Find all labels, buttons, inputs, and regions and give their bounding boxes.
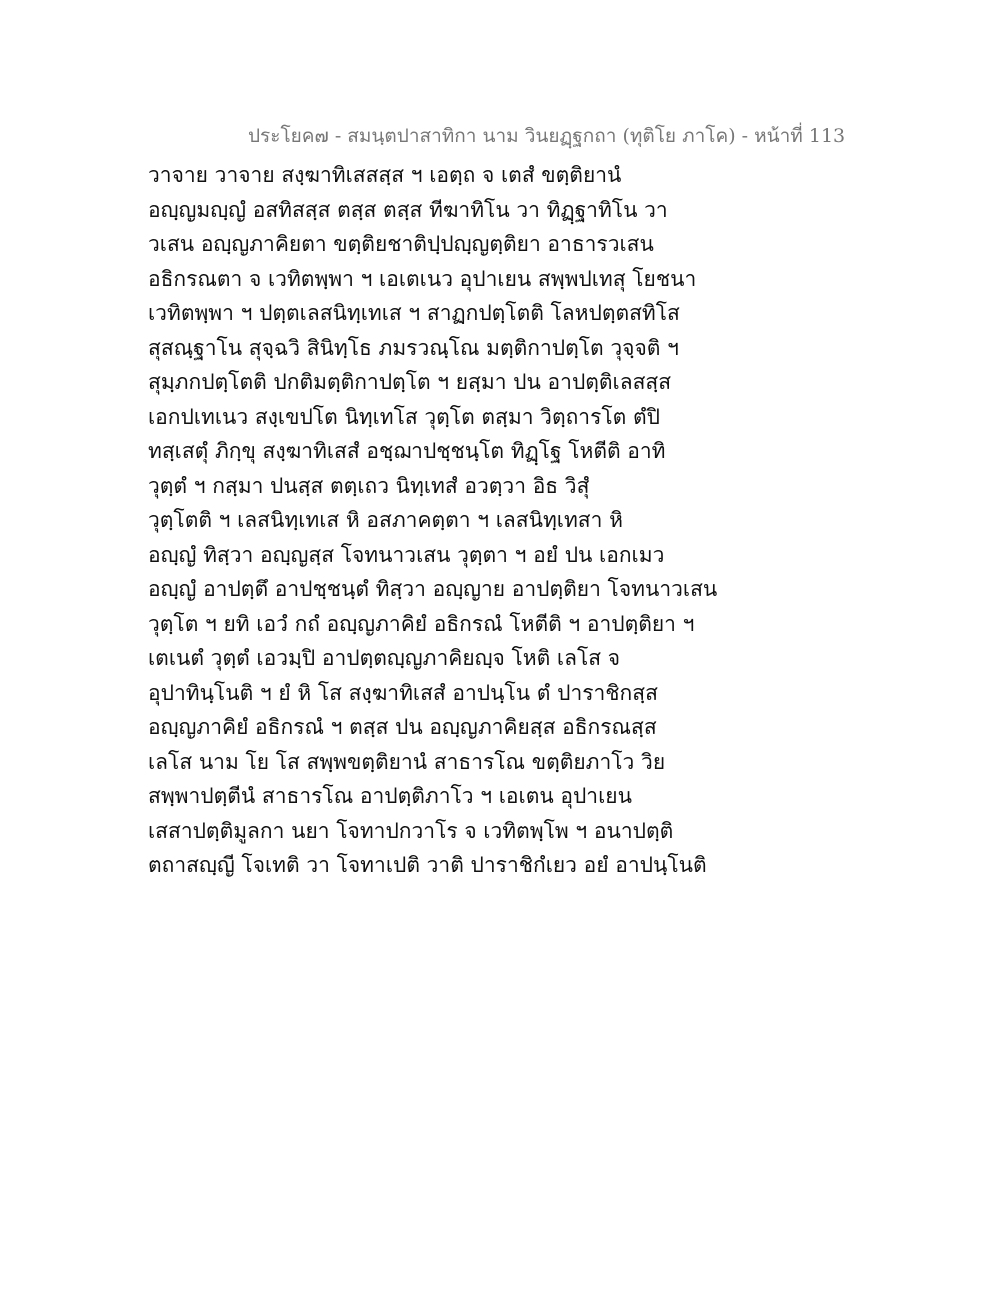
text-line-16: อุปาทินฺโนติ ฯ ยํ หิ โส สงฺฆาทิเสสํ อาปนฺโน ตํ ปาราชิกสฺส [148, 680, 658, 705]
text-line-11: วุตฺโตติ ฯ เลสนิทฺเทเส หิ อสภาคตฺตา ฯ เลสนิทฺเทสา หิ [148, 508, 623, 532]
text-line-14: วุตฺโต ฯ ยทิ เอวํ กถํ อญฺญภาคิยํ อธิกรณํ โหตีติ ฯ อาปตฺติยา ฯ [148, 611, 695, 636]
text-line-17: อญฺญภาคิยํ อธิกรณํ ฯ ตสฺส ปน อญฺญภาคิยสฺส อธิกรณสฺส [148, 715, 657, 739]
text-line-4: อธิกรณตา จ เวทิตพฺพา ฯ เอเตเนว อุปาเยน สพฺพปเทสุ โยชนา [148, 266, 697, 291]
text-line-10: วุตฺตํ ฯ กสฺมา ปนสฺส ตตฺเถว นิทฺเทสํ อวตฺวา อิธ วิสุํ [148, 473, 590, 498]
page-header: ประโยค๗ - สมนฺตปาสาทิกา นาม วินยฏฺฐกถา (ทุติโย ภาโค) - หน้าที่ 113 [248, 125, 846, 147]
text-line-18: เลโส นาม โย โส สพฺพขตฺติยานํ สาธารโณ ขตฺติยภาโว วิย [148, 749, 666, 774]
text-line-1: วาจาย วาจาย สงฺฆาทิเสสสฺส ฯ เอตฺถ จ เตสํ ขตฺติยานํ [148, 163, 622, 187]
text-line-6: สุสณฺฐาโน สุจฺฉวิ สินิทฺโธ ภมรวณฺโณ มตฺติกาปตฺโต วุจฺจติ ฯ [148, 335, 679, 360]
text-line-2: อญฺญมญฺญํ อสทิสสฺส ตสฺส ตสฺส ทีฆาทิโน วา ทิฏฺฐาทิโน วา [148, 197, 668, 222]
text-line-15: เตเนตํ วุตฺตํ เอวมฺปิ อาปตฺตญฺญภาคิยญฺจ โหติ เลโส จ [148, 646, 621, 670]
text-line-21: ตถาสญฺญี โจเทติ วา โจทาเปติ วาติ ปาราชิกํเยว อยํ อาปนฺโนติ [148, 853, 707, 877]
body-text [148, 158, 868, 883]
text-line-20: เสสาปตฺติมูลกา นยา โจทาปกวาโร จ เวทิตพฺโพ ฯ อนาปตฺติ [148, 818, 674, 843]
text-line-8: เอกปเทเนว สงฺเขปโต นิทฺเทโส วุตฺโต ตสฺมา วิตฺถารโต ตํปิ [148, 404, 660, 429]
text-line-13: อญฺญํ อาปตฺตึ อาปชฺชนฺตํ ทิสฺวา อญฺญาย อาปตฺติยา โจทนาวเสน [148, 577, 718, 601]
text-line-12: อญฺญํ ทิสฺวา อญฺญสฺส โจทนาวเสน วุตฺตา ฯ อยํ ปน เอกเมว [148, 542, 665, 567]
text-line-7: สุมฺภกปตฺโตติ ปกติมตฺติกาปตฺโต ฯ ยสฺมา ปน อาปตฺติเลสสฺส [148, 370, 672, 394]
text-line-5: เวทิตพฺพา ฯ ปตฺตเลสนิทฺเทเส ฯ สาฏกปตฺโตติ โลหปตฺตสทิโส [148, 301, 680, 325]
text-line-9: ทสฺเสตุํ ภิกฺขุ สงฺฆาทิเสสํ อชฺฌาปชฺชนฺโต ทิฏฺโฐ โหตีติ อาทิ [148, 439, 666, 463]
text-line-3: วเสน อญฺญภาคิยตา ขตฺติยชาติปฺปญฺญตฺติยา อาธารวเสน [148, 232, 654, 256]
text-line-19: สพฺพาปตฺตีนํ สาธารโณ อาปตฺติภาโว ฯ เอเตน อุปาเยน [148, 784, 632, 808]
